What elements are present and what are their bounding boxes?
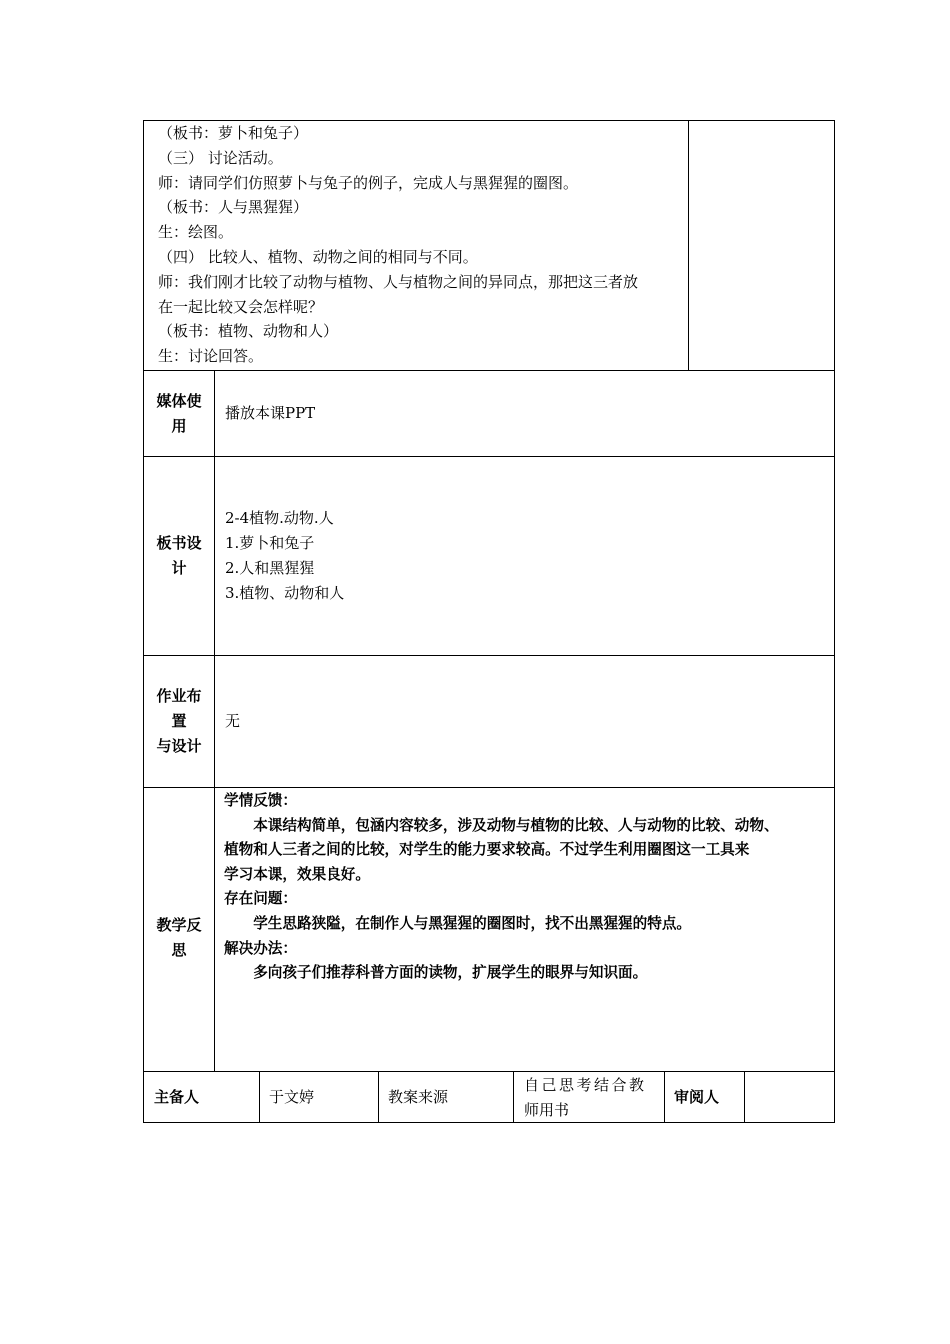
reflection-label-line: 教学反	[156, 916, 202, 934]
footer-divider	[664, 1071, 665, 1123]
reflection-label-line: 思	[171, 941, 187, 959]
row-divider	[144, 655, 834, 656]
reflection-content	[224, 789, 832, 986]
lesson-process-section	[143, 120, 835, 370]
lesson-notes	[158, 121, 688, 369]
feedback-line: 植物和人三者之间的比较，对学生的能力要求较高。不过学生利用圈图这一工具来	[224, 841, 750, 859]
problem-text: 学生思路狭隘，在制作人与黑猩猩的圈图时，找不出黑猩猩的特点。	[253, 914, 692, 932]
solution-text: 多向孩子们推荐科普方面的读物，扩展学生的眼界与知识面。	[253, 964, 648, 982]
footer-divider	[378, 1071, 379, 1123]
notes-line: （三） 讨论活动。	[158, 148, 283, 167]
feedback-line: 学习本课，效果良好。	[224, 865, 370, 883]
media-label	[144, 389, 214, 439]
main-table	[143, 370, 835, 1123]
homework-value: 无	[225, 712, 241, 730]
notes-line: 生：讨论回答。	[158, 347, 264, 366]
media-value: 播放本课PPT	[225, 404, 316, 422]
preparer-name: 于文婷	[269, 1088, 315, 1106]
notes-line: （四） 比较人、植物、动物之间的相同与不同。	[158, 247, 478, 266]
notes-line: 生：绘图。	[158, 223, 234, 242]
row-divider	[144, 1071, 834, 1072]
feedback-line: 本课结构简单，包涵内容较多，涉及动物与植物的比较、人与动物的比较、动物、	[253, 816, 779, 834]
source-label: 教案来源	[388, 1088, 449, 1106]
board-line: 2.人和黑猩猩	[225, 559, 315, 577]
source-value-line: 自己思考结合教	[524, 1076, 647, 1094]
notes-line: （板书：萝卜和兔子）	[158, 124, 309, 142]
solution-title: 解决办法：	[224, 939, 297, 957]
media-label-line: 用	[171, 417, 187, 435]
row-divider	[144, 456, 834, 457]
notes-line: 师：我们刚才比较了动物与植物、人与植物之间的异同点，那把这三者放	[158, 272, 639, 291]
notes-line: 师：请同学们仿照萝卜与兔子的例子，完成人与黑猩猩的圈图。	[158, 173, 579, 192]
preparer-label: 主备人	[154, 1088, 200, 1106]
board-design-label	[144, 531, 214, 581]
board-label-line: 板书设	[156, 534, 202, 552]
board-label-line: 计	[171, 559, 187, 577]
notes-line: （板书：人与黑猩猩）	[158, 198, 309, 217]
homework-label-line: 置	[171, 712, 187, 730]
notes-divider	[688, 121, 689, 371]
feedback-title: 学情反馈：	[224, 792, 297, 809]
label-column-divider	[214, 371, 215, 1071]
board-line: 1.萝卜和兔子	[225, 534, 315, 552]
reviewer-label: 审阅人	[674, 1088, 720, 1106]
media-label-line: 媒体使	[156, 392, 202, 410]
footer-divider	[259, 1071, 260, 1123]
source-value-line: 师用书	[524, 1101, 570, 1119]
board-design-content	[225, 506, 344, 606]
row-divider	[144, 787, 834, 788]
problem-title: 存在问题：	[224, 890, 297, 908]
homework-label-line: 与设计	[156, 737, 202, 755]
board-line: 2-4植物.动物.人	[225, 509, 334, 527]
board-line: 3.植物、动物和人	[225, 584, 345, 602]
source-value	[524, 1073, 660, 1123]
footer-divider	[513, 1071, 514, 1123]
homework-label-line: 作业布	[156, 687, 202, 705]
reflection-label	[144, 913, 214, 963]
notes-line: （板书：植物、动物和人）	[158, 322, 339, 341]
notes-line: 在一起比较又会怎样呢？	[158, 297, 324, 316]
homework-label	[144, 684, 214, 759]
footer-divider	[744, 1071, 745, 1123]
